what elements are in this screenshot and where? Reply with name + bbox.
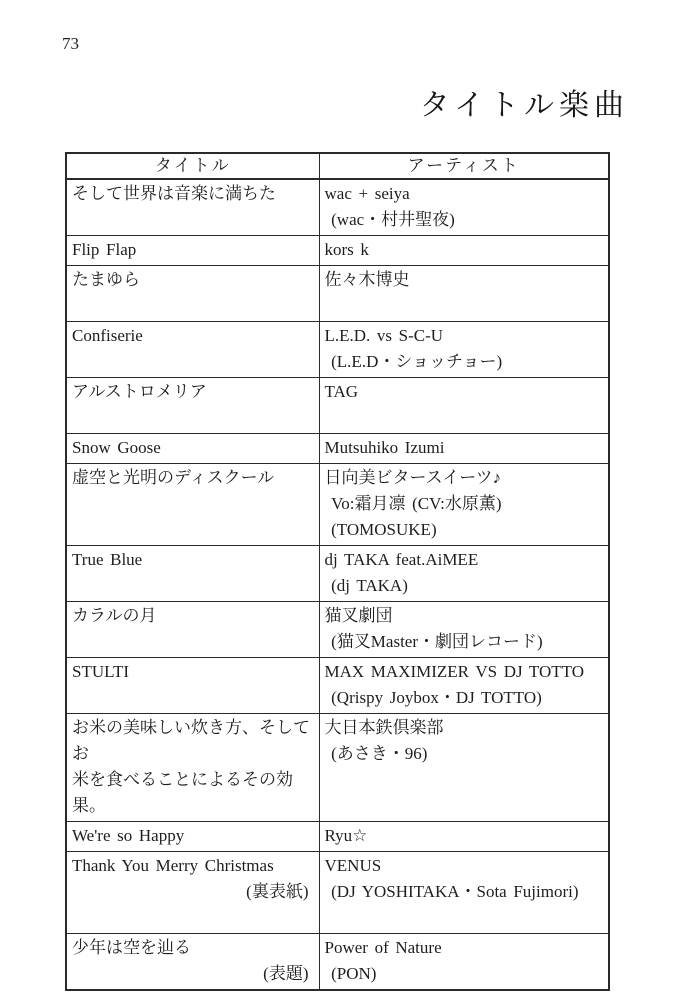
artist-line: (L.E.D・ショッチョー)	[324, 352, 503, 371]
title-line: アルストロメリア	[72, 382, 207, 401]
artist-line: wac + seiya	[324, 184, 410, 203]
artist-line: Vo:霜月凛 (CV:水原薫)	[324, 494, 502, 513]
table-row	[66, 464, 609, 546]
column-header-artist: アーティスト	[319, 153, 609, 179]
title-line: お米の美味しい炊き方、そしてお	[72, 718, 310, 763]
artist-line: (あさき・96)	[324, 744, 428, 763]
artist-cell	[319, 322, 609, 378]
table-row	[66, 602, 609, 658]
title-cell	[66, 236, 319, 266]
artist-cell	[319, 714, 609, 822]
table-row	[66, 236, 609, 266]
title-cell	[66, 378, 319, 434]
artist-line: (猫叉Master・劇団レコード)	[324, 632, 543, 651]
table-row	[66, 434, 609, 464]
title-cell	[66, 934, 319, 991]
artist-line: MAX MAXIMIZER VS DJ TOTTO	[324, 662, 585, 681]
artist-line: kors k	[324, 240, 369, 259]
artist-line	[325, 405, 605, 431]
artist-line: Power of Nature	[324, 938, 442, 957]
title-line: STULTI	[72, 662, 129, 681]
artist-cell	[319, 236, 609, 266]
title-cell	[66, 179, 319, 236]
table-body	[66, 179, 609, 990]
artist-line: dj TAKA feat.AiMEE	[324, 550, 479, 569]
title-line: 虚空と光明のディスクール	[72, 468, 275, 487]
table-row	[66, 546, 609, 602]
title-line: カラルの月	[72, 606, 157, 625]
artist-cell	[319, 546, 609, 602]
title-line: Confiserie	[72, 326, 143, 345]
table-row	[66, 266, 609, 322]
table-row	[66, 179, 609, 236]
artist-cell	[319, 434, 609, 464]
title-line: Snow Goose	[72, 438, 161, 457]
title-line: そして世界は音楽に満ちた	[72, 184, 276, 203]
title-cell	[66, 546, 319, 602]
artist-line: Ryu☆	[324, 826, 368, 845]
title-line: Thank You Merry Christmas	[72, 856, 274, 875]
title-line: True Blue	[72, 550, 143, 569]
title-line: 少年は空を辿る	[72, 938, 191, 957]
table-row	[66, 322, 609, 378]
artist-line: 日向美ビタースイーツ♪	[324, 468, 502, 487]
table-row	[66, 714, 609, 822]
title-cell	[66, 658, 319, 714]
title-cell	[66, 266, 319, 322]
artist-line: (Qrispy Joybox・DJ TOTTO)	[324, 688, 542, 707]
artist-cell	[319, 378, 609, 434]
table-row	[66, 658, 609, 714]
artist-line: (PON)	[324, 964, 377, 983]
artist-cell	[319, 822, 609, 852]
artist-cell	[319, 602, 609, 658]
artist-cell	[319, 658, 609, 714]
artist-line	[325, 905, 605, 931]
table-row	[66, 934, 609, 991]
artist-cell	[319, 934, 609, 991]
table-row	[66, 852, 609, 934]
artist-cell	[319, 852, 609, 934]
title-cell	[66, 434, 319, 464]
songs-table	[65, 152, 610, 991]
title-line: (裏表紙)	[246, 882, 309, 901]
artist-line: (wac・村井聖夜)	[324, 210, 455, 229]
artist-cell	[319, 266, 609, 322]
artist-line: (DJ YOSHITAKA・Sota Fujimori)	[324, 882, 579, 901]
artist-line: 佐々木博史	[324, 270, 410, 289]
artist-line: VENUS	[324, 856, 382, 875]
artist-line: L.E.D. vs S-C-U	[324, 326, 444, 345]
column-header-title: タイトル	[66, 153, 319, 179]
artist-line: (dj TAKA)	[324, 576, 408, 595]
page-title: タイトル楽曲	[419, 89, 629, 122]
title-cell	[66, 822, 319, 852]
artist-cell	[319, 179, 609, 236]
page-number: 73	[62, 34, 79, 53]
artist-line: Mutsuhiko Izumi	[324, 438, 445, 457]
title-cell	[66, 714, 319, 822]
title-line: (表題)	[263, 964, 309, 983]
artist-line: 猫叉劇団	[324, 606, 393, 625]
title-line: We're so Happy	[72, 826, 185, 845]
artist-line	[325, 293, 605, 319]
artist-line: (TOMOSUKE)	[324, 520, 437, 539]
title-line: Flip Flap	[72, 240, 137, 259]
table-row	[66, 822, 609, 852]
title-line: 米を食べることによるその効果。	[72, 770, 293, 815]
artist-line: 大日本鉄倶楽部	[324, 718, 444, 737]
table-row	[66, 378, 609, 434]
artist-cell	[319, 464, 609, 546]
title-cell	[66, 602, 319, 658]
title-cell	[66, 852, 319, 934]
title-cell	[66, 322, 319, 378]
title-line: たまゆら	[72, 270, 140, 289]
artist-line: TAG	[324, 382, 359, 401]
table-header-row	[66, 153, 609, 179]
title-cell	[66, 464, 319, 546]
